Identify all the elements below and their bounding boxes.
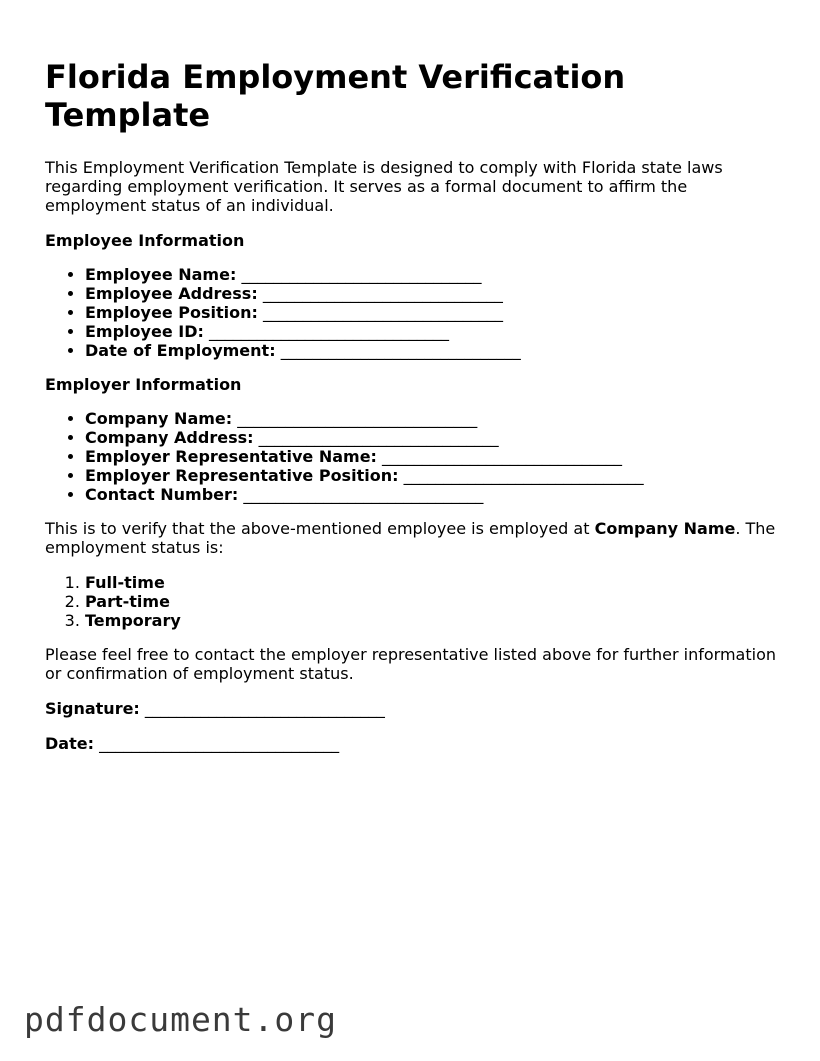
- field-blank[interactable]: ______________________________: [237, 409, 478, 428]
- field-label: Contact Number:: [85, 485, 239, 504]
- field-label: Employee Position:: [85, 303, 258, 322]
- verify-suffix: . The employment status is:: [45, 519, 776, 557]
- field-blank[interactable]: ______________________________: [208, 322, 449, 341]
- date-label: Date:: [45, 734, 94, 753]
- employee-section-heading: Employee Information: [45, 231, 245, 250]
- verify-prefix: This is to verify that the above-mentioned employee is employed at: [45, 519, 595, 538]
- watermark: pdfdocument.org: [24, 1000, 338, 1039]
- employer-section-heading: Employer Information: [45, 375, 242, 394]
- list-item: [85, 265, 785, 284]
- field-label: Employee Address:: [85, 284, 258, 303]
- list-item: [85, 485, 785, 504]
- status-option-label: Part-time: [85, 592, 170, 611]
- field-blank[interactable]: ______________________________: [280, 341, 521, 360]
- status-option: [85, 573, 785, 592]
- list-item: [85, 409, 785, 428]
- list-item: [85, 322, 785, 341]
- field-label: Company Name:: [85, 409, 233, 428]
- list-item: [85, 447, 785, 466]
- field-blank[interactable]: ______________________________: [382, 447, 623, 466]
- field-label: Employee Name:: [85, 265, 237, 284]
- field-blank[interactable]: ______________________________: [241, 265, 482, 284]
- list-item: [85, 466, 785, 485]
- field-label: Company Address:: [85, 428, 254, 447]
- contact-paragraph: Please feel free to contact the employer representative listed above for further information or confirmation of employment status.: [45, 645, 776, 683]
- employer-fields-list: [45, 409, 785, 504]
- signature-line: [45, 699, 785, 718]
- date-blank[interactable]: ______________________________: [99, 734, 340, 753]
- status-option: [85, 592, 785, 611]
- document-page: [45, 58, 785, 753]
- intro-paragraph: This Employment Verification Template is designed to comply with Florida state laws regarding employment verification. It serves as a formal document to affirm the employment status of an individual.: [45, 158, 723, 215]
- list-item: [85, 341, 785, 360]
- company-name-placeholder: Company Name: [594, 519, 736, 538]
- employment-status-list: [45, 573, 785, 630]
- field-blank[interactable]: ______________________________: [403, 466, 644, 485]
- date-line: [45, 734, 785, 753]
- employee-fields-list: [45, 265, 785, 360]
- field-blank[interactable]: ______________________________: [262, 303, 503, 322]
- status-option-label: Full-time: [85, 573, 165, 592]
- page-title: Florida Employment Verification Template: [45, 58, 626, 134]
- field-blank[interactable]: ______________________________: [258, 428, 499, 447]
- list-item: [85, 284, 785, 303]
- field-blank[interactable]: ______________________________: [262, 284, 503, 303]
- status-option: [85, 611, 785, 630]
- field-blank[interactable]: ______________________________: [243, 485, 484, 504]
- status-option-label: Temporary: [85, 611, 181, 630]
- list-item: [85, 428, 785, 447]
- field-label: Date of Employment:: [85, 341, 276, 360]
- list-item: [85, 303, 785, 322]
- signature-blank[interactable]: ______________________________: [144, 699, 385, 718]
- field-label: Employer Representative Position:: [85, 466, 399, 485]
- verification-statement: [45, 519, 785, 557]
- field-label: Employer Representative Name:: [85, 447, 377, 466]
- field-label: Employee ID:: [85, 322, 204, 341]
- signature-label: Signature:: [45, 699, 140, 718]
